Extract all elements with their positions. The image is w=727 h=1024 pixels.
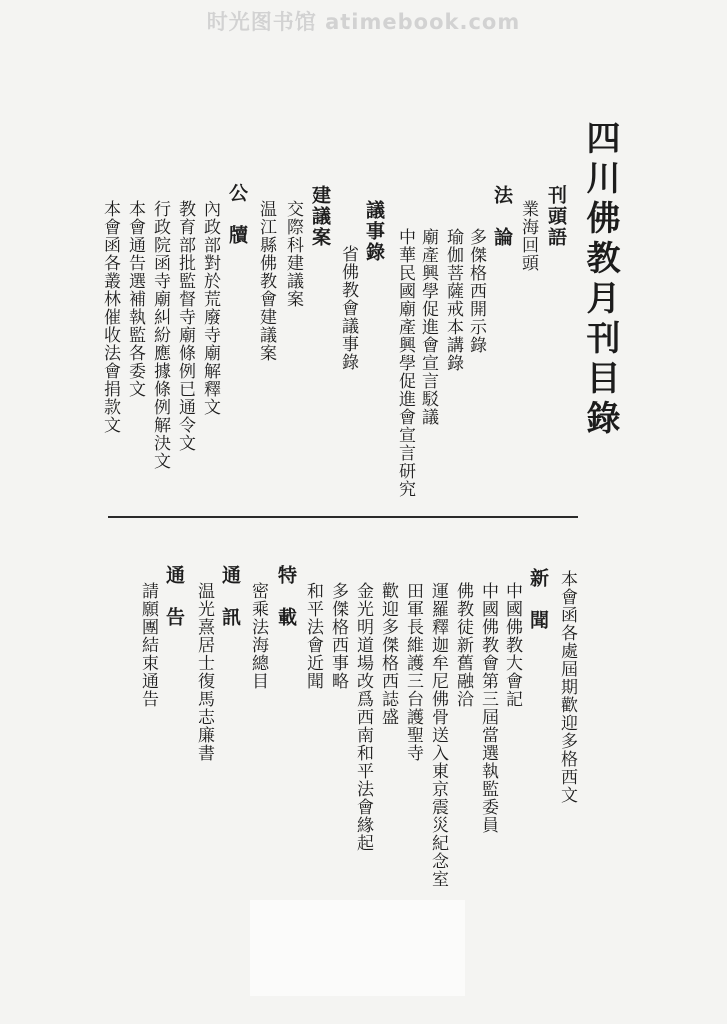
toc-item: 温江縣佛教會建議案	[256, 200, 276, 362]
toc-item: 瑜伽菩薩戒本講錄	[443, 228, 463, 372]
divider-line	[108, 516, 578, 518]
toc-item: 交際科建議案	[283, 200, 303, 308]
section-heading-proposals: 建議案	[309, 185, 331, 248]
toc-item: 請願團結束通告	[138, 582, 158, 708]
section-heading-notices: 通 告	[163, 565, 185, 628]
toc-item: 行政院函寺廟糾紛應據條例解決文	[150, 200, 170, 470]
toc-item: 金光明道場改爲西南和平法會緣起	[353, 582, 373, 852]
toc-item: 田軍長維護三台護聖寺	[403, 582, 423, 762]
section-heading-documents: 公 牘	[226, 183, 248, 246]
section-heading-dharma: 法 論	[491, 185, 513, 248]
toc-item: 多傑格西開示錄	[466, 228, 486, 354]
toc-item: 歡迎多傑格西誌盛	[378, 582, 398, 726]
page-title: 四川佛教月刊目錄	[580, 120, 620, 440]
toc-item: 密乘法海總目	[248, 582, 268, 690]
toc-item: 中國佛教大會記	[502, 582, 522, 708]
toc-item: 本會函各叢林催收法會捐款文	[100, 200, 120, 434]
toc-item: 內政部對於荒廢寺廟解釋文	[200, 200, 220, 416]
toc-item: 本會函各處屆期歡迎多格西文	[557, 570, 577, 804]
toc-item: 多傑格西事略	[328, 582, 348, 690]
toc-item: 中華民國廟產興學促進會宣言研究	[395, 228, 415, 498]
section-heading-minutes: 議事錄	[363, 200, 385, 263]
toc-item: 和平法會近聞	[303, 582, 323, 690]
blank-patch	[250, 900, 465, 996]
toc-item: 教育部批監督寺廟條例已通令文	[175, 200, 195, 452]
section-heading-special: 特 載	[275, 565, 297, 628]
toc-item: 中國佛教會第三屆當選執監委員	[478, 582, 498, 834]
toc-item: 省佛教會議事錄	[338, 245, 358, 371]
toc-item: 佛教徒新舊融洽	[453, 582, 473, 708]
toc-item: 温光熹居士復馬志廉書	[194, 582, 214, 762]
section-heading-preface: 刊頭語	[545, 185, 567, 248]
toc-item: 業海回頭	[518, 200, 538, 272]
section-heading-news: 新 聞	[527, 568, 549, 631]
section-heading-letters: 通 訊	[219, 565, 241, 628]
watermark: 时光图书馆 atimebook.com	[206, 10, 521, 34]
toc-item: 本會通告選補執監各委文	[125, 200, 145, 398]
toc-item: 廟產興學促進會宣言駁議	[418, 228, 438, 426]
toc-item: 運羅釋迦牟尼佛骨送入東京震災紀念室	[428, 582, 448, 888]
